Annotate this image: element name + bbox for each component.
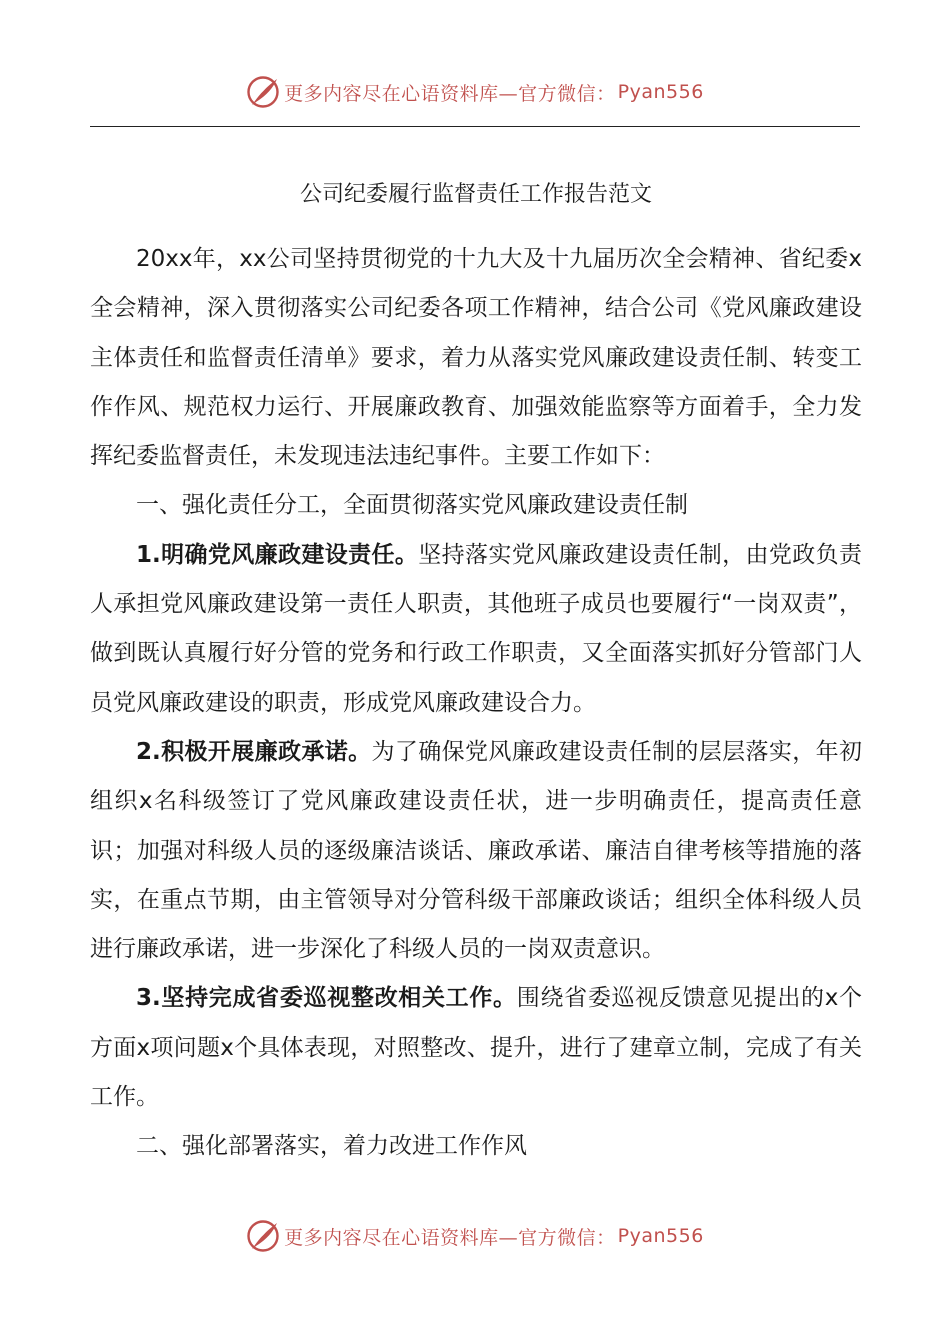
item-paragraph-1 [90,531,862,728]
section-heading-2: 二、强化部署落实，着力改进工作作风 [136,1133,527,1160]
feather-pen-logo-icon [246,1219,280,1253]
item-paragraph-3 [90,974,862,1122]
item-body-3: 围绕省委巡视反馈意见提出的x个方面x项问题x个具体表现，对照整改、提升，进行了建章立制，完成了有关工作。 [90,985,862,1111]
item-body-1: 坚持落实党风廉政建设责任制，由党政负责人承担党风廉政建设第一责任人职责，其他班子成员也要履行“一岗双责”，做到既认真履行好分管的党务和行政工作职责，又全面落实抓好分管部门人员党风廉政建设的职责，形成党风廉政建设合力。 [90,541,862,716]
item-body-2: 为了确保党风廉政建设责任制的层层落实，年初组织x名科级签订了党风廉政建设责任状，进一步明确责任，提高责任意识；加强对科级人员的逐级廉洁谈话、廉政承诺、廉洁自律考核等措施的落实，在重点节期，由主管领导对分管科级干部廉政谈话；组织全体科级人员进行廉政承诺，进一步深化了科级人员的一岗双责意识。 [90,738,862,963]
item-lead-2: 2.积极开展廉政承诺。 [136,738,372,765]
footer-banner [0,1216,950,1256]
header-divider [90,126,860,127]
header-banner [0,72,950,112]
item-paragraph-2 [90,728,862,974]
intro-paragraph: 20xx年，xx公司坚持贯彻党的十九大及十九届历次全会精神、省纪委x全会精神，深入贯彻落实公司纪委各项工作精神，结合公司《党风廉政建设主体责任和监督责任清单》要求，着力从落实党风廉政建设责任制、转变工作作风、规范权力运行、开展廉政教育、加强效能监察等方面着手，全力发挥纪委监督责任，未发现违法违纪事件。主要工作如下： [90,246,862,470]
document-body [90,175,862,1172]
feather-pen-logo-icon [246,75,280,109]
item-lead-1: 1.明确党风廉政建设责任。 [136,541,419,568]
banner-wechat-id: Pyan556 [617,1225,704,1247]
item-lead-3: 3.坚持完成省委巡视整改相关工作。 [136,985,517,1012]
banner-text: 更多内容尽在心语资料库—官方微信： [284,82,616,105]
banner-text: 更多内容尽在心语资料库—官方微信： [284,1226,616,1249]
banner-wechat-id: Pyan556 [617,81,704,103]
document-title: 公司纪委履行监督责任工作报告范文 [299,182,652,207]
section-heading-1: 一、强化责任分工，全面贯彻落实党风廉政建设责任制 [136,492,688,519]
